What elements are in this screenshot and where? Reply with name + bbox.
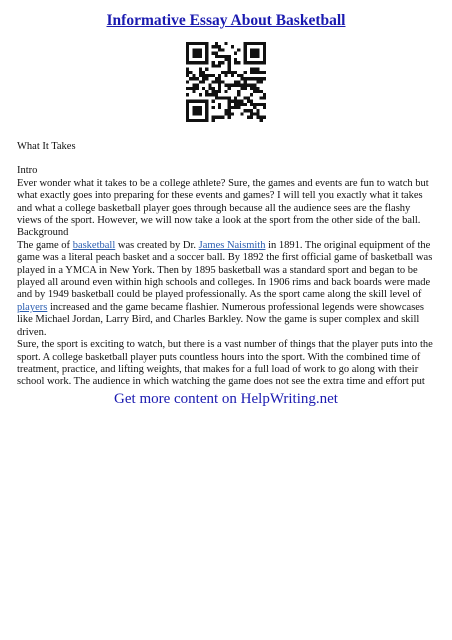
intro-heading: Intro: [17, 165, 38, 177]
text-run: increased and the game became flashier. Numerous professional legends were showcases like Michael Jordan, Larry Bird, and Charles Barkley. Now the game is super complex and skill driven.: [17, 301, 425, 338]
players-link[interactable]: players: [17, 301, 48, 313]
basketball-link[interactable]: basketball: [72, 239, 116, 251]
final-paragraph: Sure, the sport is exciting to watch, but there is a vast number of things that the player puts into the sport. A college basketball player puts countless hours into the sport. With the combined time of treatment, practice, and lifting weights, that makes for a full load of work to go along with their school work. The audience in which watching the game does not see the extra time and effort put: [17, 339, 433, 388]
footer-link[interactable]: Get more content on HelpWriting.net: [114, 391, 338, 407]
text-run: in 1891. The original equipment of the game was a literal peach basket and a soccer ball. By 1892 the first official game of basketball was played in a YMCA in New York. Then by 1895 basketball was a standard sport and began to be played all around even within high schools and colleges. In 1906 rims and back boards were made and by 1949 basketball could be played professionally. As the sport came along the skill level of: [17, 239, 433, 301]
background-heading: Background: [17, 227, 69, 239]
text-run: The game of: [17, 239, 73, 251]
background-paragraph: [17, 240, 437, 339]
qr-code-icon: [186, 42, 266, 122]
james-naismith-link[interactable]: James Naismith: [198, 239, 266, 251]
document-title-link[interactable]: Informative Essay About Basketball: [106, 12, 346, 29]
text-run: was created by Dr.: [115, 239, 199, 251]
intro-paragraph: Ever wonder what it takes to be a college athlete? Sure, the games and events are fun to watch but what exactly goes into preparing for these events and games? I will tell you exactly what it takes and what a college basketball player goes through because all the audience sees are the flashy views of the sport. However, we will now take a look at the sport from the other side of the ball.: [17, 177, 429, 227]
section-heading: What It Takes: [17, 141, 76, 152]
document-body: [17, 141, 437, 389]
